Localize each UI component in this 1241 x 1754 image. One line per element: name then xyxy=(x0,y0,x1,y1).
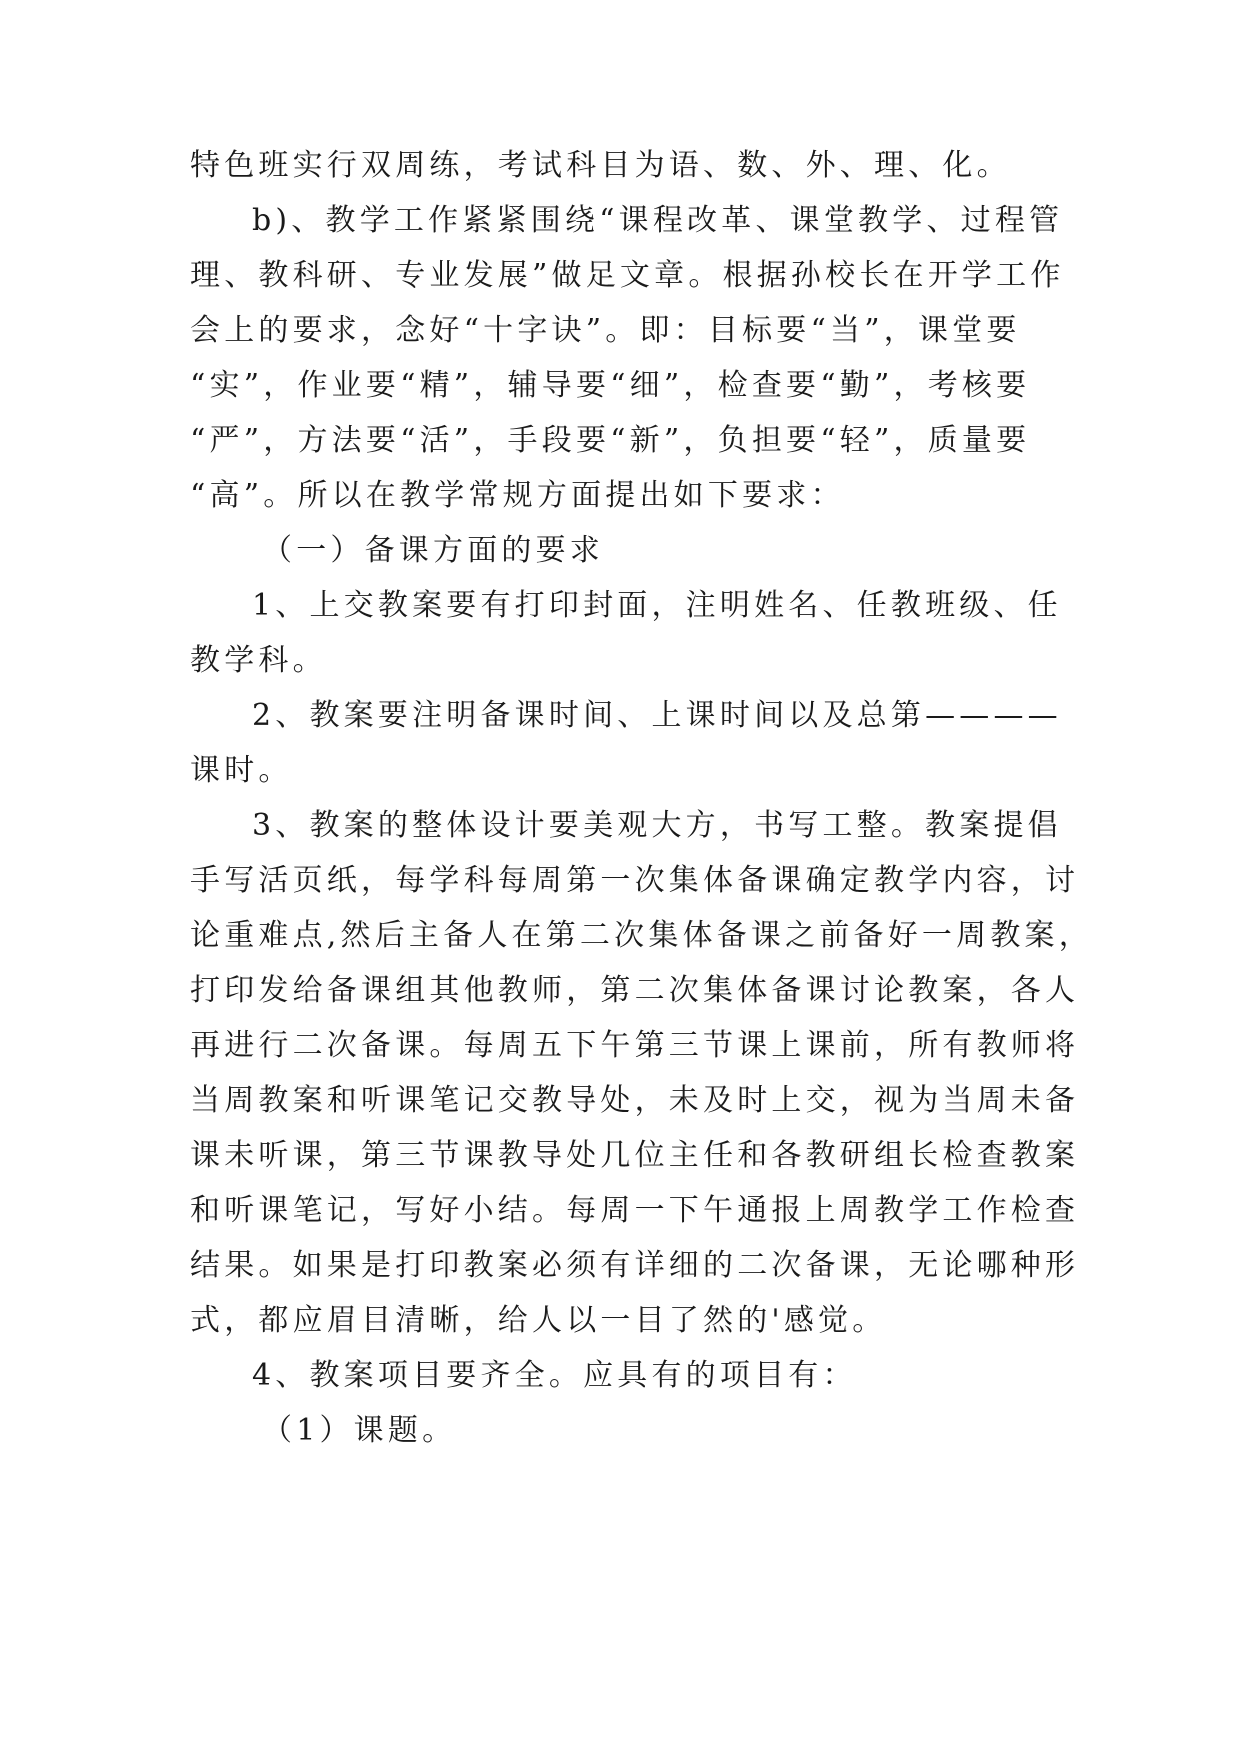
text-line: b)、教学工作紧紧围绕“课程改革、课堂教学、过程管 xyxy=(252,203,1064,238)
text-line: 再进行二次备课。每周五下午第三节课上课前，所有教师将 xyxy=(190,1028,1080,1063)
text-line: 3、教案的整体设计要美观大方，书写工整。教案提倡 xyxy=(252,808,1062,843)
text-line: 课时。 xyxy=(190,753,293,788)
text-line: 手写活页纸，每学科每周第一次集体备课确定教学内容，讨 xyxy=(190,863,1080,898)
text-line: 特色班实行双周练，考试科目为语、数、外、理、化。 xyxy=(190,148,1011,183)
text-line: 会上的要求，念好“十字诀”。即：目标要“当”，课堂要 xyxy=(190,313,1021,348)
text-line: “严”，方法要“活”，手段要“新”，负担要“轻”，质量要 xyxy=(190,423,1031,458)
section-heading: （一）备课方面的要求 xyxy=(262,533,604,568)
text-line: 打印发给备课组其他教师，第二次集体备课讨论教案，各人 xyxy=(190,973,1080,1008)
text-line: “高”。所以在教学常规方面提出如下要求： xyxy=(190,478,845,513)
text-line: 和听课笔记，写好小结。每周一下午通报上周教学工作检查 xyxy=(190,1193,1080,1228)
text-line: 课未听课，第三节课教导处几位主任和各教研组长检查教案 xyxy=(190,1138,1080,1173)
text-line: 2、教案要注明备课时间、上课时间以及总第———— xyxy=(252,698,1062,733)
text-line: 结果。如果是打印教案必须有详细的二次备课，无论哪种形 xyxy=(190,1248,1080,1283)
text-line: 当周教案和听课笔记交教导处，未及时上交，视为当周未备 xyxy=(190,1083,1080,1118)
text-line: 式，都应眉目清晰，给人以一目了然的'感觉。 xyxy=(190,1303,887,1338)
text-line: 4、教案项目要齐全。应具有的项目有： xyxy=(252,1358,857,1393)
text-line: 1、上交教案要有打印封面，注明姓名、任教班级、任 xyxy=(252,588,1062,623)
list-item: （1）课题。 xyxy=(262,1413,457,1448)
text-line: “实”，作业要“精”，辅导要“细”，检查要“勤”，考核要 xyxy=(190,368,1031,403)
text-line: 教学科。 xyxy=(190,643,327,678)
text-line: 论重难点,然后主备人在第二次集体备课之前备好一周教案， xyxy=(190,918,1093,953)
text-line: 理、教科研、专业发展”做足文章。根据孙校长在开学工作 xyxy=(190,258,1065,293)
